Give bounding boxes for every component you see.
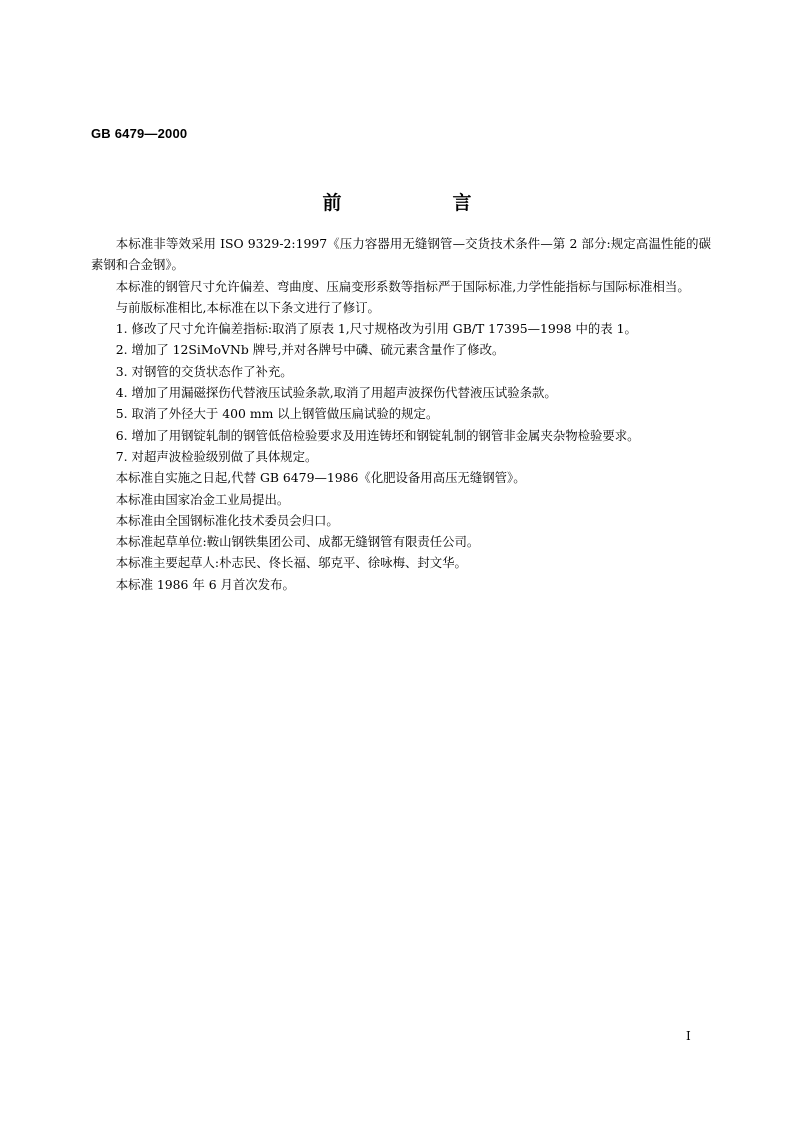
revision-item-6: 6. 增加了用钢锭轧制的钢管低倍检验要求及用连铸坯和钢锭轧制的钢管非金属夹杂物检验要求。 (115, 427, 640, 443)
paragraph-revision-intro: 与前版标准相比,本标准在以下条文进行了修订。 (115, 299, 380, 315)
paragraph-drafting-units: 本标准起草单位:鞍山钢铁集团公司、成都无缝钢管有限责任公司。 (115, 534, 480, 550)
paragraph-replacement: 本标准自实施之日起,代替 GB 6479—1986《化肥设备用高压无缝钢管》。 (115, 470, 526, 486)
standard-code: GB 6479—2000 (91, 126, 188, 141)
revision-item-2: 2. 增加了 12SiMoVNb 牌号,并对各牌号中磷、硫元素含量作了修改。 (115, 342, 505, 358)
paragraph-centralizer: 本标准由全国钢标准化技术委员会归口。 (115, 512, 339, 528)
page-title: 前 言 (322, 192, 518, 214)
paragraph-first-release: 本标准 1986 年 6 月首次发布。 (115, 576, 295, 592)
revision-item-4: 4. 增加了用漏磁探伤代替液压试验条款,取消了用超声波探伤代替液压试验条款。 (115, 385, 557, 401)
revision-item-1: 1. 修改了尺寸允许偏差指标:取消了原表 1,尺寸规格改为引用 GB/T 17395—1998 中的表 1。 (115, 321, 637, 337)
foreword-body (91, 233, 711, 595)
revision-item-5: 5. 取消了外径大于 400 mm 以上钢管做压扁试验的规定。 (115, 406, 439, 422)
page-number: I (686, 1029, 691, 1043)
paragraph-adoption: 本标准非等效采用 ISO 9329-2:1997《压力容器用无缝钢管—交货技术条件—第 2 部分:规定高温性能的碳素钢和合金钢》。 (91, 236, 711, 273)
paragraph-proposer: 本标准由国家冶金工业局提出。 (115, 491, 290, 507)
paragraph-comparison: 本标准的钢管尺寸允许偏差、弯曲度、压扁变形系数等指标严于国际标准,力学性能指标与国际标准相当。 (115, 278, 690, 294)
revision-item-7: 7. 对超声波检验级别做了具体规定。 (115, 448, 318, 464)
revision-item-3: 3. 对钢管的交货状态作了补充。 (115, 363, 293, 379)
paragraph-drafters: 本标准主要起草人:朴志民、佟长福、邬克平、徐咏梅、封文华。 (115, 555, 467, 571)
